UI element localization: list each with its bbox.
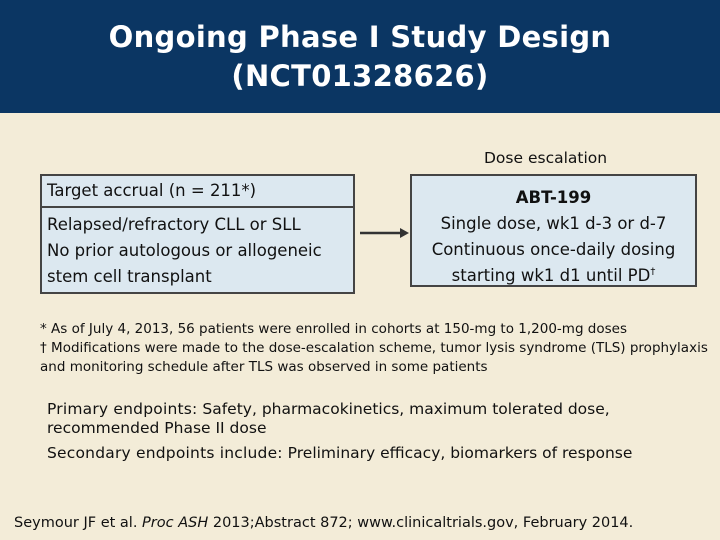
regimen-line-text: starting wk1 d1 until PD (451, 266, 651, 285)
secondary-endpoints-label: Secondary endpoints include: (47, 444, 283, 462)
primary-endpoints-label: Primary endpoints: (47, 400, 198, 418)
slide-title (0, 18, 720, 96)
title-bar (0, 0, 720, 113)
regimen-line: Single dose, wk1 d-3 or d-7 (440, 214, 667, 233)
drug-name: ABT-199 (515, 188, 592, 207)
footnote-star (40, 320, 715, 339)
citation (14, 513, 714, 533)
footnote-text: Modifications were made to the dose-escalation scheme, tumor lysis syndrome (TLS) prophylaxis and monitoring schedule after TLS was observed in some patients (40, 340, 708, 375)
citation-journal: Proc ASH (142, 515, 209, 531)
dose-escalation-label: Dose escalation (484, 149, 608, 167)
regimen-line (412, 263, 695, 289)
secondary-endpoints (47, 444, 707, 463)
footnote-text: As of July 4, 2013, 56 patients were enrolled in cohorts at 150-mg to 1,200-mg doses (51, 321, 628, 337)
criteria-line: stem cell transplant (47, 267, 212, 286)
footnote-symbol: † (40, 340, 47, 356)
slide-title-line1: Ongoing Phase I Study Design (108, 20, 612, 54)
footnote-dagger (40, 339, 715, 377)
footnotes (40, 320, 715, 377)
dagger-mark: † (650, 266, 656, 278)
citation-rest: 2013;Abstract 872; www.clinicaltrials.gov, February 2014. (212, 515, 634, 531)
secondary-endpoints-text: Preliminary efficacy, biomarkers of response (287, 444, 633, 462)
target-accrual-heading: Target accrual (n = 211*) (42, 176, 353, 208)
criteria-line: Relapsed/refractory CLL or SLL (47, 215, 301, 234)
regimen-line: Continuous once-daily dosing (431, 240, 676, 259)
primary-endpoints (47, 400, 707, 438)
slide-title-line2: (NCT01328626) (231, 59, 489, 93)
endpoints-section (47, 400, 707, 469)
eligibility-criteria (42, 208, 353, 290)
target-accrual-box (40, 174, 355, 294)
citation-authors: Seymour JF et al. (14, 515, 138, 531)
footnote-symbol: * (40, 321, 47, 337)
primary-endpoints-text: Safety, pharmacokinetics, maximum tolerated dose, recommended Phase II dose (47, 400, 610, 437)
dose-regimen-box (410, 174, 697, 287)
arrow-right-icon (356, 224, 410, 238)
criteria-line: No prior autologous or allogeneic (47, 241, 322, 260)
